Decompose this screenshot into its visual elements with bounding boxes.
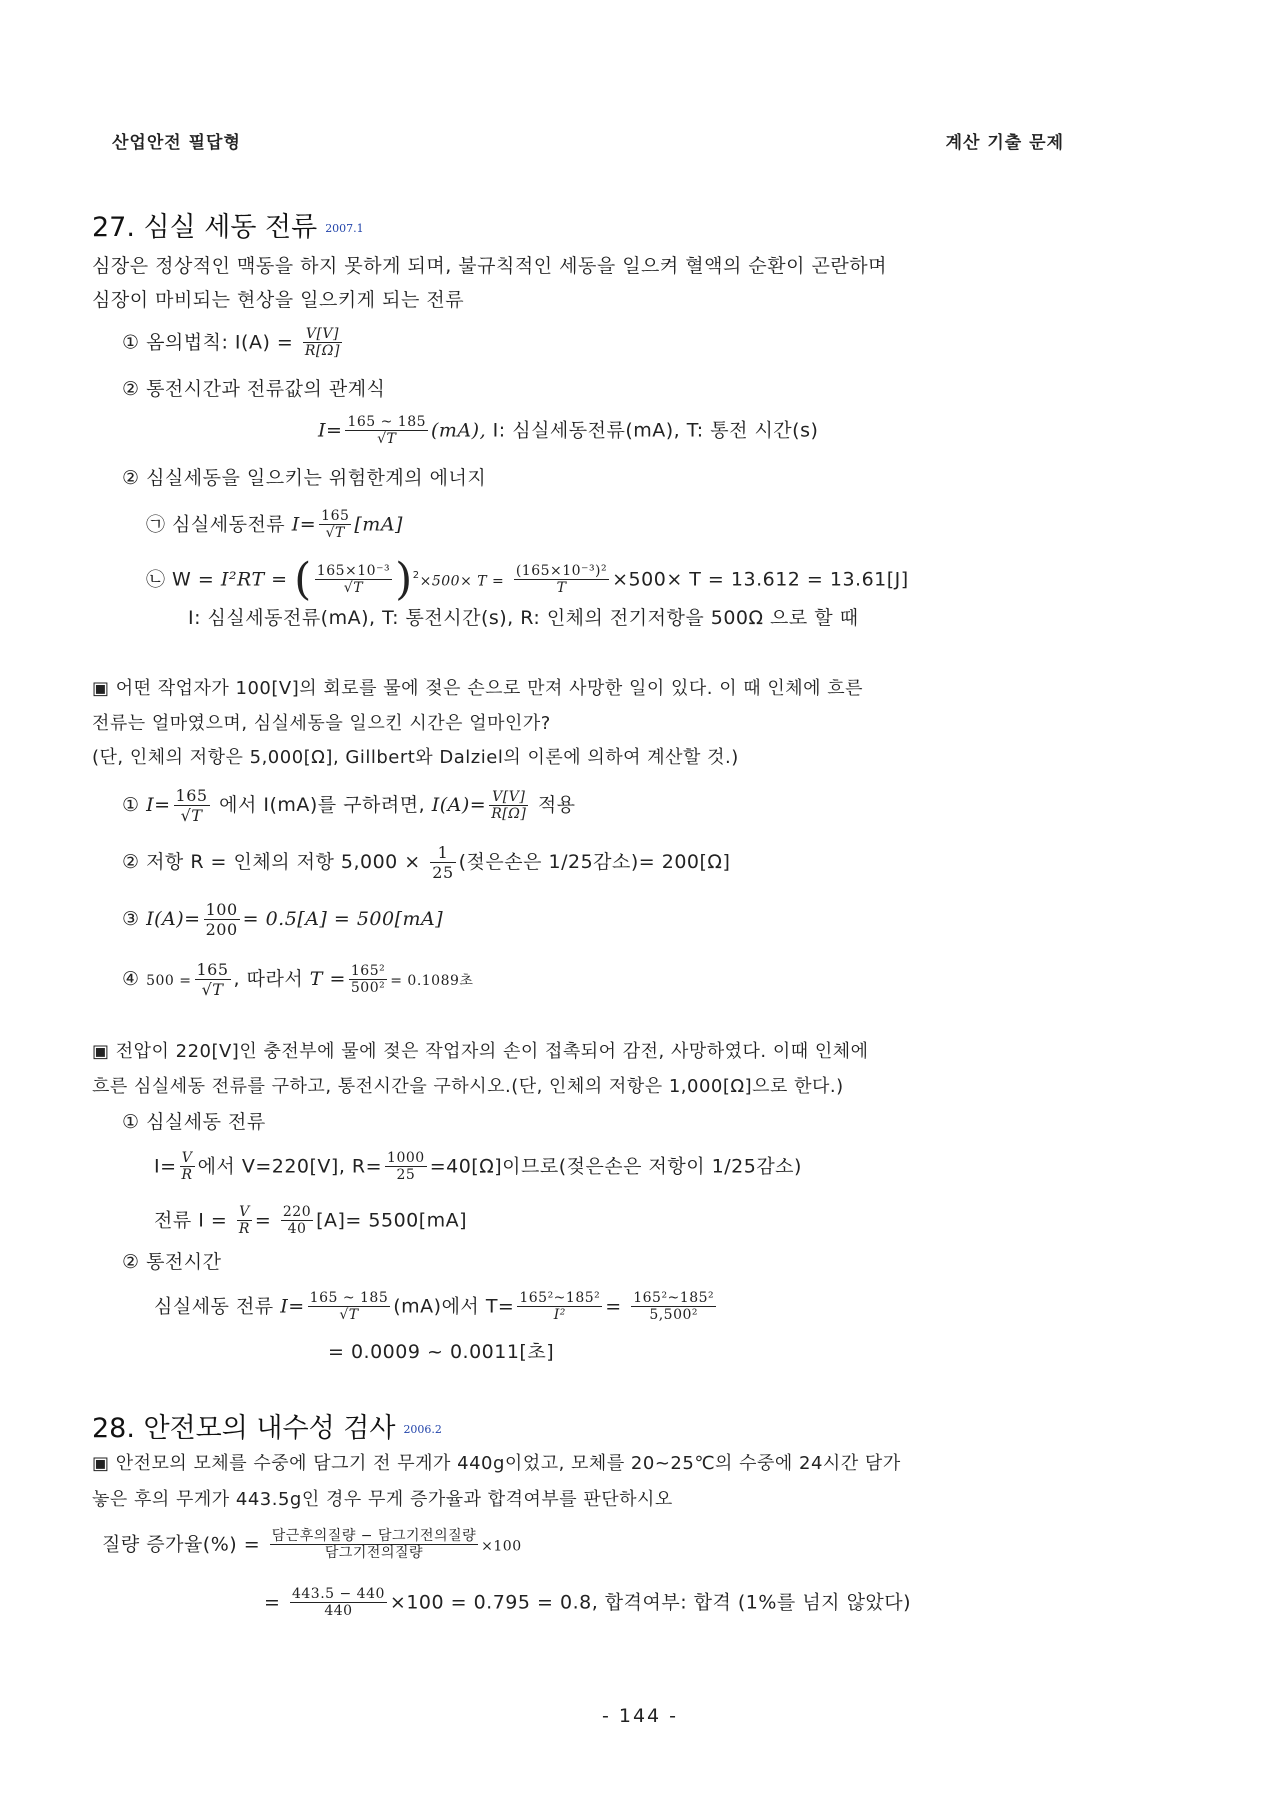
section-27-title bbox=[92, 205, 364, 244]
b1-den: R bbox=[181, 1167, 193, 1183]
a1-f2-num: V[V] bbox=[489, 789, 528, 806]
q1-answer1 bbox=[122, 786, 576, 825]
s27-energy-desc: I: 심실세동전류(mA), T: 통전시간(s), R: 인체의 전기저항을 500Ω 으로 할 때 bbox=[188, 607, 859, 629]
q1-line3: (단, 인체의 저항은 5,000[Ω], Gillbert와 Dalziel의 이론에 의하여 계산할 것.) bbox=[92, 747, 739, 768]
e1-den: √T bbox=[325, 525, 345, 541]
page-number: - 144 - bbox=[601, 1705, 679, 1727]
b2-num: 165 ~ 185 bbox=[309, 1290, 389, 1306]
c-tail: ×100 = 0.795 = 0.8, 합격여부: 합격 (1%를 넘지 않았다) bbox=[389, 1591, 912, 1614]
b2-fraction2 bbox=[517, 1290, 602, 1324]
s28-line2: 놓은 후의 무게가 443.5g인 경우 무게 증가율과 합격여부를 판단하시오 bbox=[92, 1489, 673, 1510]
b1-mid: 에서 V=220[V], R= bbox=[197, 1155, 383, 1178]
b1-calc-pre: 전류 I = bbox=[154, 1209, 228, 1232]
a4-f2-den: 500² bbox=[350, 979, 386, 996]
a4-label: ④ bbox=[122, 968, 140, 990]
q1-answer4 bbox=[122, 960, 473, 999]
b2-f2-den: I² bbox=[553, 1307, 566, 1323]
a2-text: ② 저항 R = 인체의 저항 5,000 × bbox=[122, 851, 421, 873]
a2-tail: (젖은손은 1/25감소)= 200[Ω] bbox=[458, 851, 731, 873]
b2-I: I= bbox=[280, 1295, 305, 1318]
e1-fraction bbox=[319, 508, 351, 542]
b1-tail: =40[Ω]이므로(젖은손은 저항이 1/25감소) bbox=[429, 1155, 802, 1178]
ohm-fraction bbox=[303, 326, 342, 360]
b2-pre: 심실세동 전류 bbox=[154, 1295, 274, 1318]
q2-b2-title: ② 통전시간 bbox=[122, 1251, 222, 1273]
q2-b1-title: ① 심실세동 전류 bbox=[122, 1111, 266, 1133]
e2-f2-den: T bbox=[556, 580, 567, 596]
b1-c-eq: = bbox=[254, 1209, 272, 1232]
b1-c-den: R bbox=[238, 1221, 250, 1237]
b2-f2-num: 165²~185² bbox=[519, 1290, 601, 1306]
b1-c2-num: 220 bbox=[282, 1204, 312, 1220]
a4-fraction bbox=[195, 960, 231, 999]
a4-f2-num: 165² bbox=[350, 962, 386, 979]
a1-den: √T bbox=[180, 806, 203, 825]
ohm-label: ① 옴의법칙: I(A) = bbox=[122, 331, 294, 354]
s27-energy-step2: ㉡ W = I²RT = ( $\frac{\text{165×10⁻³}}{√T}$ )$^2$×500× T = $\frac{\text{(165×10⁻³)²}}{T}$ ×500× T = 13.612 = 13.61[J] bbox=[146, 554, 909, 605]
a3-den: 200 bbox=[205, 920, 238, 939]
section-27-heading: 27. 심실 세동 전류 bbox=[92, 212, 318, 243]
a1-tail: 적용 bbox=[537, 794, 576, 816]
b1-calc-fraction2 bbox=[281, 1204, 313, 1238]
section-28-year: 2006.2 bbox=[403, 1423, 442, 1436]
b1-f2-num: 1000 bbox=[387, 1150, 425, 1166]
c-den: 440 bbox=[324, 1603, 353, 1619]
b2-f3-den: 5,500² bbox=[649, 1307, 699, 1323]
q1-line2: 전류는 얼마였으며, 심실세동을 일으킨 시간은 얼마인가? bbox=[92, 713, 551, 734]
a1-IA: I(A)= bbox=[431, 794, 487, 816]
a1-num: 165 bbox=[175, 786, 208, 805]
a4-mid: , 따라서 bbox=[233, 968, 304, 990]
b2-eq: = bbox=[605, 1295, 622, 1318]
ohm-den: R[Ω] bbox=[304, 343, 340, 359]
b1-calc-fraction bbox=[237, 1204, 252, 1238]
c-num: 443.5 − 440 bbox=[291, 1586, 385, 1602]
a3-tail: = 0.5[A] = 500[mA] bbox=[242, 908, 444, 930]
a3-IA: I(A)= bbox=[146, 908, 201, 930]
a4-tail: = 0.1089초 bbox=[390, 973, 474, 989]
s27-intro-line1: 심장은 정상적인 맥동을 하지 못하게 되며, 불규칙적인 세동을 일으켜 혈액의 순환이 곤란하며 bbox=[92, 255, 887, 277]
s27-energy-step1 bbox=[146, 508, 403, 542]
s28-formula bbox=[102, 1528, 522, 1562]
a4-den: √T bbox=[201, 980, 224, 999]
e1-I: I= bbox=[291, 513, 317, 536]
rel-desc: I: 심실세동전류(mA), T: 통전 시간(s) bbox=[492, 419, 819, 442]
header-right: 계산 기출 문제 bbox=[945, 133, 1064, 153]
e2-label: ㉡ W = bbox=[146, 568, 215, 591]
e2-f1-num: 165×10⁻³ bbox=[316, 563, 391, 579]
b1-fraction2 bbox=[385, 1150, 427, 1184]
f-label: 질량 증가율(%) = bbox=[102, 1533, 261, 1556]
a1-fraction2 bbox=[489, 789, 528, 823]
b1-f2-den: 25 bbox=[396, 1167, 416, 1183]
q2-b2-result: = 0.0009 ~ 0.0011[초] bbox=[328, 1341, 555, 1363]
e2-fraction1 bbox=[315, 563, 392, 597]
s27-energy-title: ② 심실세동을 일으키는 위험한계의 에너지 bbox=[122, 467, 487, 489]
a4-pre: 500 = bbox=[146, 973, 192, 989]
a1-f2-den: R[Ω] bbox=[491, 805, 527, 822]
e2-f1-den: √T bbox=[343, 580, 364, 596]
q1-answer2 bbox=[122, 843, 730, 882]
section-28-heading: 28. 안전모의 내수성 검사 bbox=[92, 1413, 396, 1444]
f-den: 담그기전의질량 bbox=[324, 1545, 424, 1561]
a1-I: I= bbox=[146, 794, 171, 816]
rel-unit: (mA), bbox=[431, 419, 487, 442]
b1-I: I= bbox=[154, 1155, 177, 1178]
s27-intro-line2: 심장이 마비되는 현상을 일으키게 되는 전류 bbox=[92, 289, 465, 311]
s27-ohm-law bbox=[122, 326, 345, 360]
section-27-year: 2007.1 bbox=[325, 222, 364, 235]
rel-num: 165 ~ 185 bbox=[347, 414, 427, 430]
e2-expr: I²RT = bbox=[220, 568, 288, 591]
a3-num: 100 bbox=[205, 900, 238, 919]
s27-relation-formula bbox=[318, 414, 818, 448]
a3-fraction bbox=[204, 900, 240, 939]
f-num: 담근후의질량 − 담그기전의질량 bbox=[271, 1528, 477, 1544]
c-fraction bbox=[290, 1586, 387, 1620]
e2-mid: ×500× T = bbox=[419, 573, 505, 590]
b1-c2-den: 40 bbox=[287, 1221, 307, 1237]
q2-b2-line bbox=[154, 1290, 719, 1324]
a1-text: 에서 I(mA)를 구하려면, bbox=[219, 794, 426, 816]
q2-b1-line bbox=[154, 1150, 802, 1184]
b1-c-num: V bbox=[237, 1204, 252, 1221]
f-fraction bbox=[270, 1528, 478, 1562]
rel-I: I= bbox=[318, 419, 343, 442]
a4-num: 165 bbox=[196, 960, 229, 979]
b1-c-tail: [A]= 5500[mA] bbox=[316, 1209, 468, 1232]
q2-line2: 흐른 심실세동 전류를 구하고, 통전시간을 구하시오.(단, 인체의 저항은 1,000[Ω]으로 한다.) bbox=[92, 1076, 844, 1097]
s28-calc bbox=[264, 1586, 911, 1620]
e2-f2-num: (165×10⁻³)² bbox=[515, 563, 608, 579]
s27-relation-title: ② 통전시간과 전류값의 관계식 bbox=[122, 378, 386, 400]
f-tail: ×100 bbox=[481, 1538, 522, 1555]
e1-unit: [mA] bbox=[354, 513, 403, 536]
a3-label: ③ bbox=[122, 908, 140, 930]
a1-fraction bbox=[174, 786, 210, 825]
q2-line1: ▣ 전압이 220[V]인 충전부에 물에 젖은 작업자의 손이 접촉되어 감전, 사망하였다. 이때 인체에 bbox=[92, 1041, 869, 1062]
e1-num: 165 bbox=[321, 508, 350, 524]
b1-num: V bbox=[180, 1150, 195, 1167]
e2-fraction2 bbox=[514, 563, 609, 597]
a2-num: 1 bbox=[430, 843, 455, 863]
a4-T: T = bbox=[309, 968, 346, 990]
q1-line1: ▣ 어떤 작업자가 100[V]의 회로를 물에 젖은 손으로 만져 사망한 일이 있다. 이 때 인체에 흐른 bbox=[92, 678, 864, 699]
b2-mid: (mA)에서 T= bbox=[393, 1295, 515, 1318]
b2-fraction bbox=[308, 1290, 391, 1324]
section-28-title bbox=[92, 1406, 442, 1445]
q2-b1-calc bbox=[154, 1204, 467, 1238]
b2-fraction3 bbox=[631, 1290, 716, 1324]
a4-fraction2 bbox=[349, 963, 387, 997]
rel-fraction bbox=[345, 414, 428, 448]
c-eq: = bbox=[264, 1591, 281, 1614]
a1-label: ① bbox=[122, 794, 140, 816]
ohm-num: V[V] bbox=[303, 326, 342, 343]
header-left: 산업안전 필답형 bbox=[112, 133, 241, 153]
e2-tail: ×500× T = 13.612 = 13.61[J] bbox=[612, 568, 909, 591]
s28-line1: ▣ 안전모의 모체를 수중에 담그기 전 무게가 440g이었고, 모체를 20~25℃의 수중에 24시간 담가 bbox=[92, 1453, 901, 1474]
a2-den: 25 bbox=[432, 863, 454, 882]
b1-fraction bbox=[180, 1150, 195, 1184]
e1-label: ㉠ 심실세동전류 bbox=[146, 513, 286, 536]
a2-fraction bbox=[430, 843, 455, 882]
q1-answer3 bbox=[122, 900, 443, 939]
b2-f3-num: 165²~185² bbox=[633, 1290, 715, 1306]
rel-den: √T bbox=[377, 431, 397, 447]
b2-den: √T bbox=[339, 1307, 359, 1323]
